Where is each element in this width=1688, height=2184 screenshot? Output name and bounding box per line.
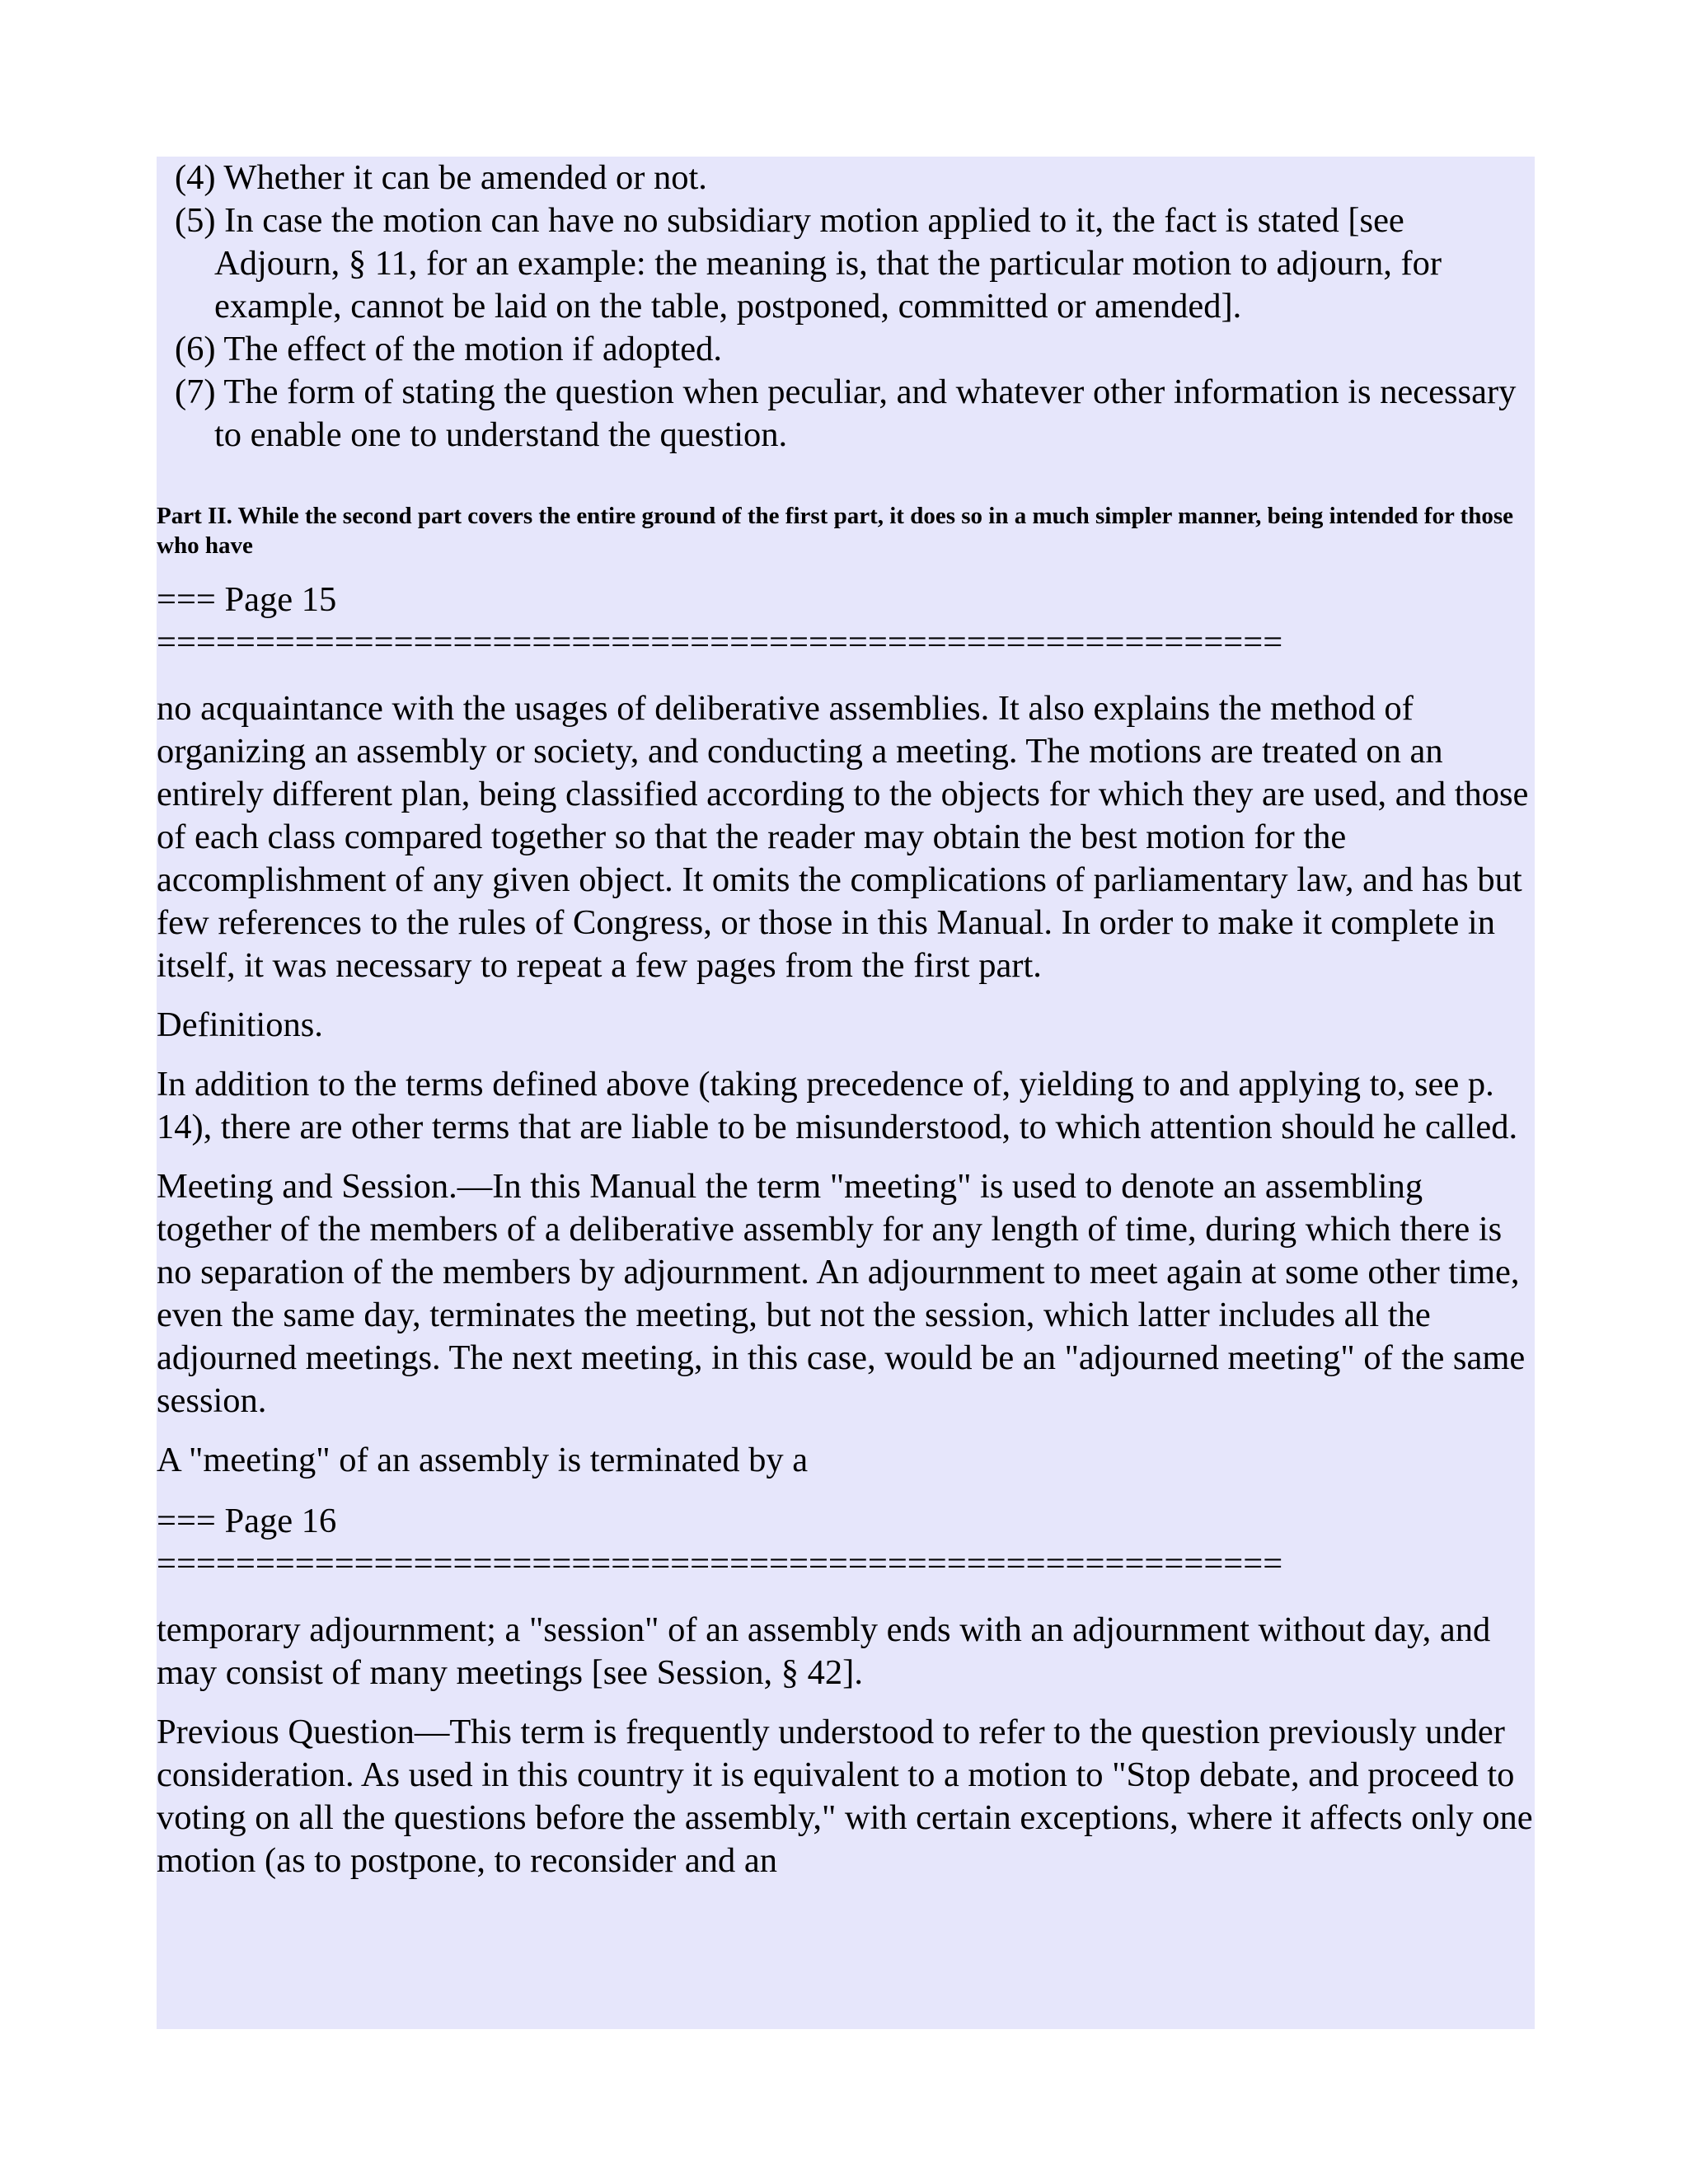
list-item: (5) In case the motion can have no subsidiary motion applied to it, the fact is stated [see Adjourn, § 11, for an example: the meaning is, that the particular motion to adjourn, for example, cannot be laid on the table, postponed, committed or amended].: [175, 201, 1442, 326]
list-item: (6) The effect of the motion if adopted.: [175, 330, 723, 368]
part-two-heading: Part II. While the second part covers the entire ground of the first part, it does so in a much simpler manner, being intended for those who have: [157, 503, 1513, 559]
definitions-heading: Definitions.: [157, 1005, 323, 1044]
paragraph-previous-question: Previous Question—This term is frequently understood to refer to the question previously under consideration. As used in this country it is equivalent to a motion to "Stop debate, and proceed to voting on all the questions before the assembly," with certain exceptions, where it affects only one motion (as to postpone, to reconsider and an: [157, 1713, 1533, 1880]
paragraph-meeting-session: Meeting and Session.—In this Manual the term "meeting" is used to denote an assembling together of the members of a deliberative assembly for any length of time, during which there is no separation of the members by adjournment. An adjournment to meet again at some other time, even the same day, terminates the meeting, but not the session, which latter includes all the adjourned meetings. The next meeting, in this case, would be an "adjourned meeting" of the same session.: [157, 1167, 1526, 1420]
list-item: (7) The form of stating the question when peculiar, and whatever other information is necessary to enable one to understand the question.: [175, 373, 1517, 454]
paragraph-temporary: temporary adjournment; a "session" of an assembly ends with an adjournment without day, and may consist of many meetings [see Session, § 42].: [157, 1610, 1491, 1692]
list-item: (4) Whether it can be amended or not.: [175, 158, 707, 197]
page-marker-16: [157, 1500, 1535, 1586]
paragraph-terminated: A "meeting" of an assembly is terminated by a: [157, 1441, 809, 1479]
page-label: === Page 15: [157, 580, 337, 619]
paragraph-intro: no acquaintance with the usages of deliberative assemblies. It also explains the method of organizing an assembly or society, and conducting a meeting. The motions are treated on an entirely different plan, being classified according to the objects for which they are used, and those of each class compared together so that the reader may obtain the best motion for the accomplishment of any given object. It omits the complications of parliamentary law, and has but few references to the rules of Congress, or those in this Manual. In order to make it complete in itself, it was necessary to repeat a few pages from the first part.: [157, 689, 1529, 985]
page-marker-15: [157, 579, 1535, 664]
page-label: === Page 16: [157, 1502, 337, 1540]
motion-details-list: [157, 157, 1535, 457]
paragraph-definitions: In addition to the terms defined above (taking precedence of, yielding to and applying to, see p. 14), there are other terms that are liable to be misunderstood, to which attention should he called.: [157, 1065, 1518, 1146]
page-rule: =========================================================: [157, 1544, 1283, 1583]
page-rule: =========================================================: [157, 623, 1283, 662]
document-page: [157, 157, 1535, 2029]
